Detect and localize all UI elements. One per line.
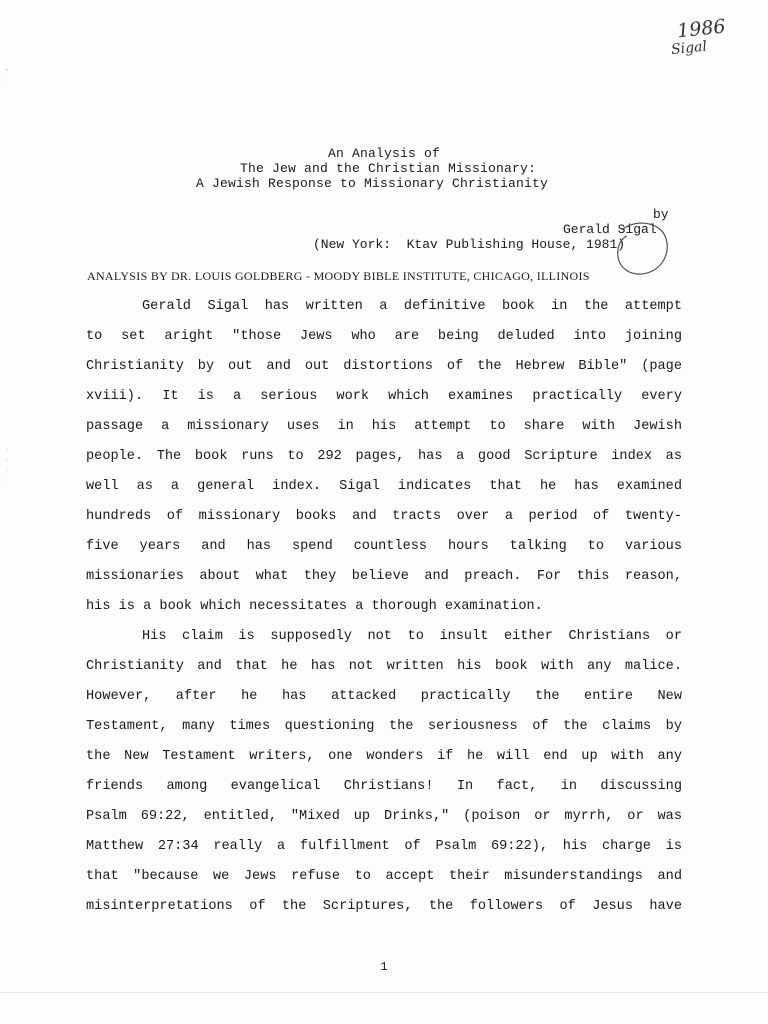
handwritten-year: 1986 [676,15,727,43]
paragraph-line: xviii). It is a serious work which examines practically every [86,389,682,404]
scan-edge-line [0,992,768,993]
paragraph-line: people. The book runs to 292 pages, has a good Scripture index as [86,449,682,464]
body-text [86,292,682,922]
paragraph-line: the New Testament writers, one wonders if he will end up with any [86,749,682,764]
byline-publisher: (New York: Ktav Publishing House, 1981) [313,237,626,252]
paragraph-line: friends among evangelical Christians! In fact, in discussing [86,779,682,794]
paragraph-line: Matthew 27:34 really a fulfillment of Psalm 69:22), his charge is [86,839,682,854]
paragraph-line: well as a general index. Sigal indicates that he has examined [86,479,682,494]
paragraph-line: to set aright "those Jews who are being deluded into joining [86,329,682,344]
paragraph-line: Gerald Sigal has written a definitive book in the attempt [142,299,682,314]
title-line-2: The Jew and the Christian Missionary: [239,161,537,176]
page-number: 1 [380,960,388,974]
byline-by: by [653,207,669,222]
analysis-attribution: ANALYSIS BY DR. LOUIS GOLDBERG - MOODY BIBLE INSTITUTE, CHICAGO, ILLINOIS [87,269,590,283]
paragraph-line: his is a book which necessitates a thorough examination. [86,599,543,614]
paragraph-line: hundreds of missionary books and tracts over a period of twenty- [86,509,682,524]
handwritten-circle-mark [610,218,670,278]
paragraph-line: misinterpretations of the Scriptures, the followers of Jesus have [86,899,682,914]
paragraph-line: that "because we Jews refuse to accept their misunderstandings and [86,869,682,884]
paragraph-line: missionaries about what they believe and preach. For this reason, [86,569,682,584]
paragraph-line: His claim is supposedly not to insult either Christians or [142,629,682,644]
paragraph-line: Psalm 69:22, entitled, "Mixed up Drinks," (poison or myrrh, or was [86,809,682,824]
handwritten-annotation [664,16,737,57]
paragraph-line: However, after he has attacked practically the entire New [86,689,682,704]
paragraph-line: Christianity and that he has not written his book with any malice. [86,659,682,674]
title-line-1: An Analysis of [327,146,441,161]
handwritten-name: Sigal [670,38,708,59]
document-title [0,146,768,191]
byline-author: Gerald Sigal [563,222,657,237]
scan-margin-specks [4,60,10,560]
paragraph-line: five years and has spend countless hours talking to various [86,539,682,554]
paragraph-line: passage a missionary uses in his attempt to share with Jewish [86,419,682,434]
paragraph-line: Testament, many times questioning the seriousness of the claims by [86,719,682,734]
paragraph-line: Christianity by out and out distortions of the Hebrew Bible" (page [86,359,682,374]
title-line-3: A Jewish Response to Missionary Christianity [195,176,549,191]
